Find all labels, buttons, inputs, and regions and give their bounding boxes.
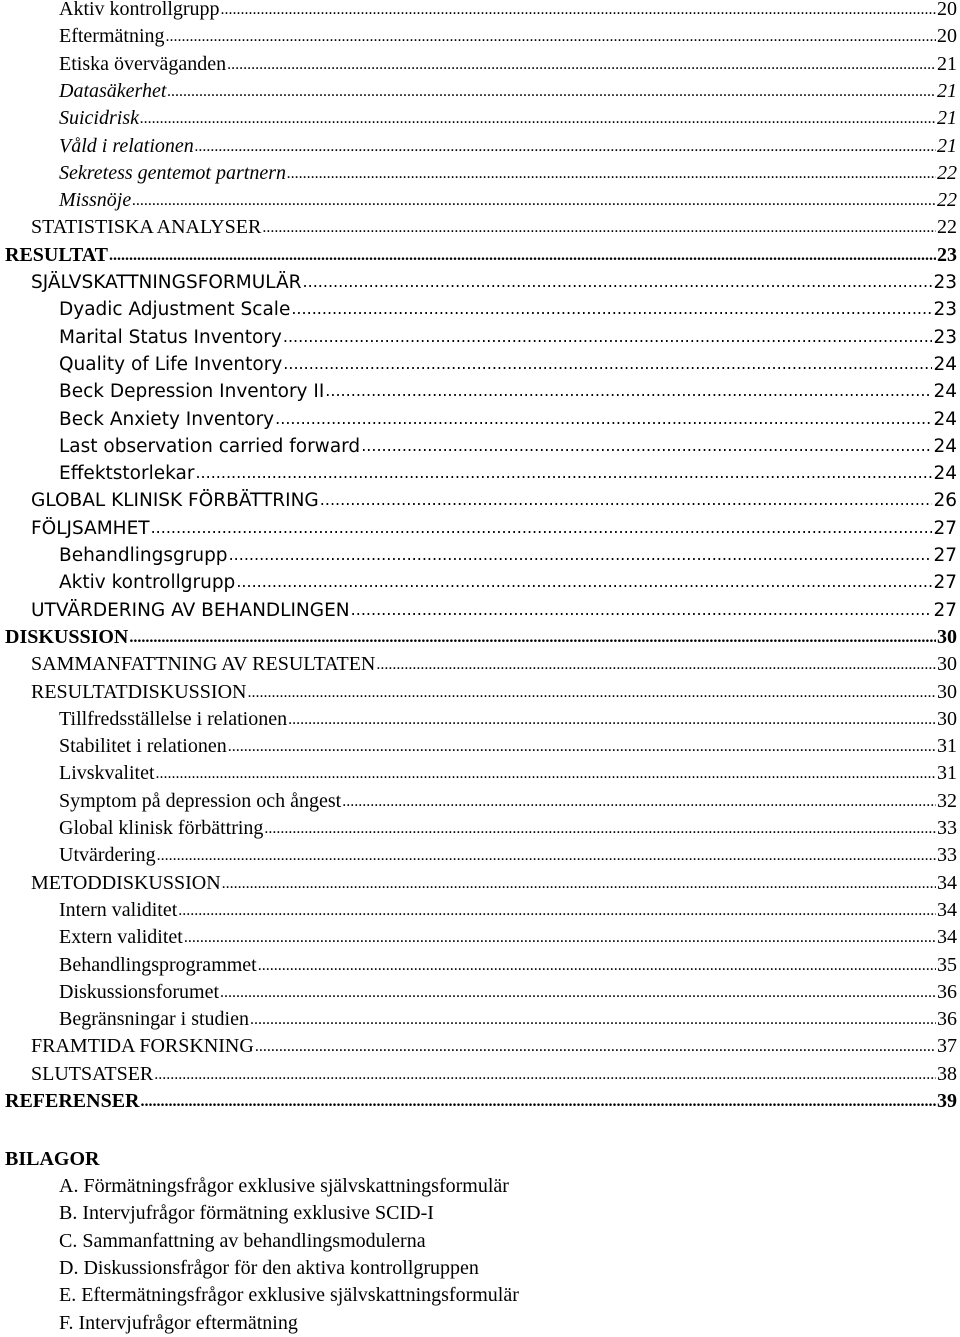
toc-entry[interactable] [5,1088,957,1115]
toc-entry[interactable] [5,242,957,269]
toc-entry-label: Global klinisk förbättring [59,817,264,839]
toc-entry-page-number: 23 [937,243,957,266]
dot-leader [129,624,936,651]
toc-entry[interactable] [59,897,957,924]
dot-leader [220,979,936,1006]
toc-entry[interactable] [59,296,957,323]
toc-entry-label: Sekretess gentemot partnern [59,161,286,184]
dot-leader [351,596,933,623]
toc-entry-label: Symptom på depression och ångest [59,789,342,812]
toc-entry-label: Extern validitet [59,926,183,949]
toc-entry[interactable] [59,952,957,979]
toc-entry[interactable] [59,78,957,105]
dot-leader [151,514,933,541]
toc-entry-page-number: 22 [937,216,957,239]
dot-leader [227,51,936,78]
toc-entry-label: Last observation carried forward [59,435,361,457]
dot-leader [154,1061,936,1088]
dot-leader [178,897,936,924]
toc-entry-label: RESULTATDISKUSSION [31,680,247,703]
toc-entry[interactable] [59,815,957,842]
toc-entry-page-number: 24 [933,353,957,375]
dot-leader [291,295,932,322]
appendix-item: A. Förmätningsfrågor exklusive självskattningsformulär [59,1175,509,1197]
toc-entry-label: Eftermätning [59,25,165,48]
toc-entry-page-number: 20 [937,25,957,48]
toc-entry-label: Begränsningar i studien [59,1008,249,1031]
toc-entry[interactable] [59,842,957,869]
toc-entry-page-number: 35 [937,953,957,976]
toc-entry[interactable] [31,651,957,678]
toc-entry-page-number: 33 [937,844,957,867]
toc-entry[interactable] [59,160,957,187]
toc-entry-label: Behandlingsprogrammet [59,953,257,976]
toc-entry[interactable] [31,515,957,542]
toc-entry[interactable] [59,133,957,160]
toc-entry-label: Behandlingsgrupp [59,545,228,566]
dot-leader [342,788,936,815]
toc-entry-page-number: 22 [937,161,957,184]
toc-entry-label: Aktiv kontrollgrupp [59,572,236,594]
toc-entry-label: FRAMTIDA FORSKNING [31,1035,254,1058]
toc-entry[interactable] [59,324,957,351]
toc-entry[interactable] [31,214,957,241]
toc-entry[interactable] [59,187,957,214]
toc-entry-label: Missnöje [59,189,132,212]
toc-entry[interactable] [59,460,957,487]
toc-entry-label: FÖLJSAMHET [31,517,150,539]
appendix-item: D. Diskussionsfrågor för den aktiva kontrollgruppen [59,1256,479,1279]
toc-entry[interactable] [59,924,957,951]
toc-entry-page-number: 27 [933,599,957,621]
toc-entry-page-number: 21 [937,134,957,157]
toc-entry-label: Beck Depression Inventory II [59,381,325,403]
toc-entry[interactable] [59,760,957,787]
toc-entry-label: Aktiv kontrollgrupp [59,0,220,20]
toc-entry-page-number: 30 [937,680,957,703]
toc-entry-label: Effektstorlekar [59,463,195,485]
dot-leader [228,733,936,760]
toc-entry-label: Suicidrisk [59,107,139,130]
dot-leader [195,459,932,486]
dot-leader [288,706,936,733]
dot-leader [250,1006,936,1033]
toc-entry[interactable] [59,51,957,78]
toc-entry-label: GLOBAL KLINISK FÖRBÄTTRING [31,490,319,512]
toc-entry-label: Dyadic Adjustment Scale [59,299,291,321]
toc-entry-page-number: 24 [933,408,957,430]
dot-leader [247,679,936,706]
toc-entry-label: RESULTAT [5,243,109,266]
toc-entry-page-number: 39 [937,1090,957,1112]
dot-leader [132,187,936,214]
toc-entry-page-number: 38 [937,1062,957,1085]
toc-entry-label: METODDISKUSSION [31,871,221,894]
toc-entry-label: SJÄLVSKATTNINGSFORMULÄR [31,272,302,293]
toc-entry-label: Datasäkerhet [59,79,167,102]
appendix-item: F. Intervjufrågor eftermätning [59,1311,298,1334]
dot-leader [320,486,933,513]
dot-leader [229,541,933,568]
dot-leader [376,651,936,678]
toc-entry-label: STATISTISKA ANALYSER [31,216,262,239]
dot-leader [283,323,933,350]
toc-entry-page-number: 24 [933,463,957,485]
toc-entry-page-number: 24 [933,435,957,457]
toc-entry-page-number: 21 [937,107,957,130]
toc-entry-page-number: 21 [937,79,957,102]
toc-entry-page-number: 34 [937,898,957,921]
toc-entry-label: Tillfredsställelse i relationen [59,707,288,730]
toc-entry[interactable] [59,0,957,23]
toc-entry-page-number: 23 [933,272,957,293]
dot-leader [156,760,936,787]
toc-entry-page-number: 22 [937,189,957,212]
toc-entry[interactable] [31,487,957,514]
toc-entry-label: Etiska överväganden [59,52,227,75]
toc-entry[interactable] [59,23,957,50]
dot-leader [264,815,936,842]
toc-entry[interactable] [31,1061,957,1088]
toc-entry[interactable] [59,788,957,815]
toc-entry[interactable] [5,624,957,651]
dot-leader [109,242,936,269]
toc-entry-page-number: 20 [937,0,957,20]
toc-entry-label: UTVÄRDERING AV BEHANDLINGEN [31,599,350,621]
toc-entry-page-number: 27 [933,572,957,594]
toc-entry-page-number: 34 [937,871,957,894]
dot-leader [361,432,932,459]
toc-entry[interactable] [59,542,957,569]
toc-entry[interactable] [31,269,957,296]
toc-entry-label: DISKUSSION [5,625,129,648]
toc-entry-page-number: 30 [937,625,957,648]
toc-entry-label: Beck Anxiety Inventory [59,408,275,430]
dot-leader [303,268,933,295]
toc-entry-page-number: 24 [933,381,957,403]
toc-entry-page-number: 23 [933,299,957,321]
toc-entry[interactable] [31,597,957,624]
dot-leader [195,133,936,160]
appendix-item: E. Eftermätningsfrågor exklusive självskattningsformulär [59,1284,519,1307]
dot-leader [325,377,932,404]
toc-entry-page-number: 27 [933,545,957,566]
toc-entry[interactable] [59,105,957,132]
dot-leader [255,1033,936,1060]
dot-leader [258,952,936,979]
toc-entry[interactable] [59,979,957,1006]
toc-entry-label: Våld i relationen [59,134,194,157]
appendix-item: B. Intervjufrågor förmätning exklusive SCID-I [59,1202,434,1225]
toc-entry-page-number: 37 [937,1035,957,1058]
toc-entry-page-number: 31 [937,762,957,785]
toc-entry-page-number: 26 [933,490,957,512]
dot-leader [287,160,936,187]
toc-entry-label: Stabilitet i relationen [59,735,227,758]
toc-entry-page-number: 30 [937,707,957,730]
toc-entry-label: Diskussionsforumet [59,980,219,1003]
toc-entry-label: SAMMANFATTNING AV RESULTATEN [31,653,376,676]
toc-entry-page-number: 30 [937,653,957,676]
toc-entry-page-number: 34 [937,926,957,949]
dot-leader [140,105,936,132]
toc-entry-page-number: 36 [937,980,957,1003]
toc-entry-page-number: 27 [933,517,957,539]
toc-entry-page-number: 33 [937,817,957,839]
toc-entry-label: Marital Status Inventory [59,326,282,348]
dot-leader [184,924,936,951]
toc-entry[interactable] [31,870,957,897]
dot-leader [222,870,936,897]
toc-entry[interactable] [59,706,957,733]
dot-leader [275,405,932,432]
toc-entry-label: REFERENSER [5,1090,140,1112]
dot-leader [283,350,932,377]
dot-leader [140,1088,936,1115]
toc-entry-label: Livskvalitet [59,762,155,785]
appendix-item: C. Sammanfattning av behandlingsmodulerna [59,1229,426,1252]
toc-entry-label: Utvärdering [59,844,156,867]
toc-entry[interactable] [59,378,957,405]
toc-entry-label: Quality of Life Inventory [59,353,283,375]
toc-entry-page-number: 31 [937,735,957,758]
toc-entry-label: Intern validitet [59,898,178,921]
toc-entry-page-number: 21 [937,52,957,75]
toc-entry[interactable] [59,406,957,433]
toc-entry-label: SLUTSATSER [31,1062,154,1085]
toc-entry[interactable] [59,433,957,460]
toc-entry-page-number: 36 [937,1008,957,1031]
toc-entry[interactable] [59,351,957,378]
toc-entry[interactable] [59,569,957,596]
toc-entry-page-number: 23 [933,326,957,348]
appendix-title: BILAGOR [5,1148,100,1170]
dot-leader [167,78,936,105]
toc-entry[interactable] [31,1033,957,1060]
dot-leader [166,23,936,50]
dot-leader [221,0,936,23]
toc-entry[interactable] [59,733,957,760]
dot-leader [157,842,936,869]
dot-leader [236,568,932,595]
toc-entry[interactable] [31,679,957,706]
toc-entry[interactable] [59,1006,957,1033]
toc-entry-page-number: 32 [937,789,957,812]
dot-leader [262,214,936,241]
